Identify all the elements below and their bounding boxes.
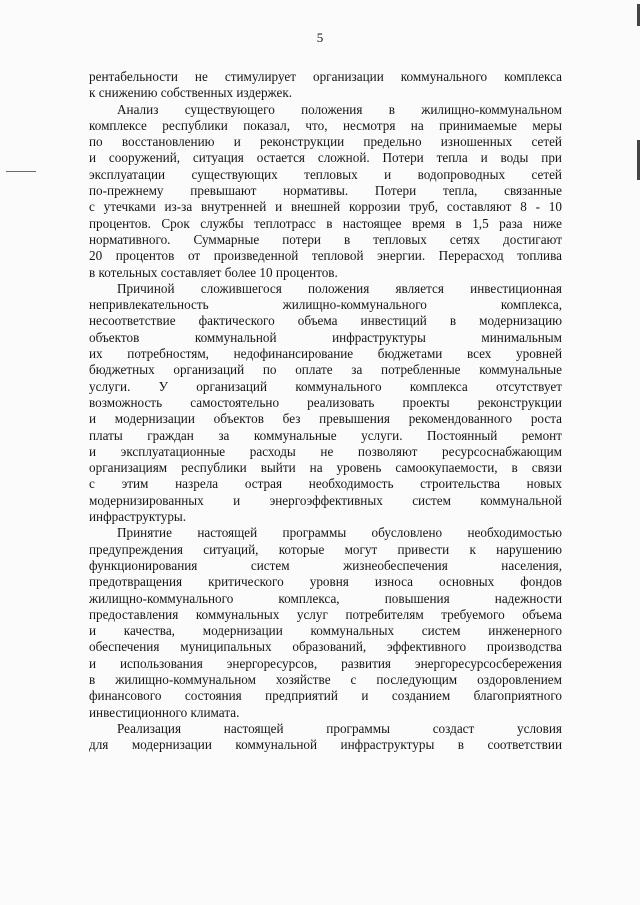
text-line: процентов. Срок службы теплотрасс в настоящее время в 1,5 раза ниже — [89, 215, 562, 231]
text-line: и эксплуатационные расходы не позволяют ресурсоснабжающим — [89, 443, 562, 459]
text-line: в котельных составляет более 10 процентов. — [89, 264, 338, 280]
text-line: для модернизации коммунальной инфраструктуры в соответствии — [89, 737, 562, 753]
text-line: объектов коммунальной инфраструктуры минимальным — [89, 329, 562, 345]
text-line: с этим назрела острая необходимость строительства новых — [89, 476, 562, 492]
text-line: инвестиционного климата. — [89, 704, 240, 720]
text-line: Анализ существующего положения в жилищно-коммунальном — [117, 101, 562, 117]
text-line: Реализация настоящей программы создаст условия — [117, 720, 562, 736]
text-line: услуги. У организаций коммунального комплекса отсутствует — [89, 378, 562, 394]
text-line: жилищно-коммунального комплекса, повышения надежности — [89, 590, 562, 606]
text-line: нормативного. Суммарные потери в тепловых сетях достигают — [89, 231, 562, 247]
text-line: и использования энергоресурсов, развития энергоресурсосбережения — [89, 655, 562, 671]
text-line: и качества, модернизации коммунальных систем инженерного — [89, 623, 562, 639]
text-line: платы граждан за коммунальные услуги. Постоянный ремонт — [89, 427, 562, 443]
text-line: функционирования систем жизнеобеспечения населения, — [89, 557, 562, 573]
text-line: по-прежнему превышают нормативы. Потери тепла, связанные — [89, 183, 562, 199]
text-line: возможность самостоятельно реализовать проекты реконструкции — [89, 394, 562, 410]
text-line: в жилищно-коммунальном хозяйстве с последующим оздоровлением — [89, 671, 562, 687]
text-line: Принятие настоящей программы обусловлено необходимостью — [117, 525, 562, 541]
margin-mark — [6, 171, 36, 172]
text-line: Причиной сложившегося положения является инвестиционная — [117, 280, 562, 296]
text-line: и модернизации объектов без превышения рекомендованного роста — [89, 411, 562, 427]
text-line: и сооружений, ситуация остается сложной. Потери тепла и воды при — [89, 150, 562, 166]
text-line: предупреждения ситуаций, которые могут привести к нарушению — [89, 541, 562, 557]
text-line: обеспечения муниципальных образований, эффективного производства — [89, 639, 562, 655]
text-line: к снижению собственных издержек. — [89, 85, 293, 101]
text-line: предоставления коммунальных услуг потребителям требуемого объема — [89, 606, 562, 622]
text-line: бюджетных организаций по оплате за потребленные коммунальные — [89, 362, 562, 378]
text-line: несоответствие фактического объема инвестиций в модернизацию — [89, 313, 562, 329]
text-line: финансового состояния предприятий и созданием благоприятного — [89, 688, 562, 704]
text-line: комплексе республики показал, что, несмотря на принимаемые меры — [89, 117, 562, 133]
body-text — [89, 69, 562, 753]
text-line: эксплуатации существующих тепловых и водопроводных сетей — [89, 166, 562, 182]
text-line: с утечками из-за внутренней и внешней коррозии труб, составляют 8 - 10 — [89, 199, 562, 215]
text-line: их потребностям, недофинансирование бюджетами всех уровней — [89, 346, 562, 362]
text-line: инфраструктуры. — [89, 509, 187, 525]
text-line: модернизированных и энергоэффективных систем коммунальной — [89, 492, 562, 508]
text-line: по восстановлению и реконструкции предельно изношенных сетей — [89, 134, 562, 150]
page-number: 5 — [316, 30, 324, 45]
text-line: организациям республики выйти на уровень самоокупаемости, в связи — [89, 460, 562, 476]
text-line: рентабельности не стимулирует организации коммунального комплекса — [89, 69, 562, 84]
text-line: предотвращения критического уровня износа основных фондов — [89, 574, 562, 590]
text-line: 20 процентов от произведенной тепловой энергии. Перерасход топлива — [89, 248, 562, 264]
text-line: непривлекательность жилищно-коммунального комплекса, — [89, 297, 562, 313]
